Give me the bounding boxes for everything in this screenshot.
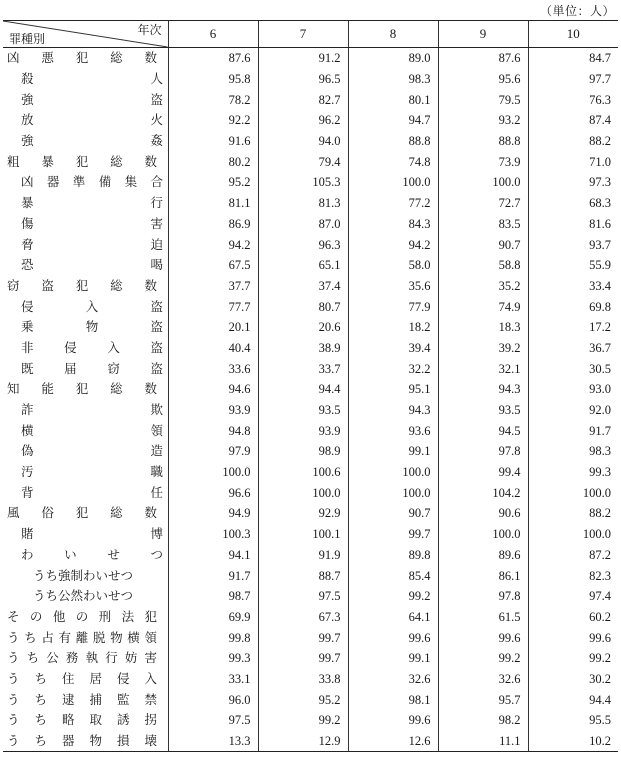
value-cell: 82.3 <box>528 565 618 586</box>
value-cell: 98.1 <box>348 689 438 710</box>
value-cell: 99.2 <box>258 710 348 731</box>
value-cell: 60.2 <box>528 607 618 628</box>
table-row <box>3 172 618 193</box>
value-cell: 89.6 <box>438 545 528 566</box>
value-cell: 35.6 <box>348 276 438 297</box>
value-cell: 88.2 <box>528 503 618 524</box>
value-cell: 18.2 <box>348 317 438 338</box>
value-cell: 100.0 <box>438 524 528 545</box>
value-cell: 97.5 <box>258 586 348 607</box>
value-cell: 11.1 <box>438 731 528 752</box>
value-cell: 76.3 <box>528 89 618 110</box>
value-cell: 69.9 <box>168 607 258 628</box>
row-category-cell <box>3 503 168 524</box>
table-row <box>3 276 618 297</box>
value-cell: 99.3 <box>168 648 258 669</box>
value-cell: 78.2 <box>168 89 258 110</box>
value-cell: 96.0 <box>168 689 258 710</box>
row-category-cell <box>3 69 168 90</box>
value-cell: 97.7 <box>528 69 618 90</box>
value-cell: 100.0 <box>528 524 618 545</box>
value-cell: 87.2 <box>528 545 618 566</box>
value-cell: 61.5 <box>438 607 528 628</box>
value-cell: 91.7 <box>528 420 618 441</box>
table-row <box>3 731 618 752</box>
value-cell: 91.9 <box>258 545 348 566</box>
value-cell: 94.5 <box>438 420 528 441</box>
row-category-cell <box>3 358 168 379</box>
row-category-cell <box>3 296 168 317</box>
value-cell: 81.3 <box>258 193 348 214</box>
value-cell: 99.2 <box>528 648 618 669</box>
row-category-cell <box>3 482 168 503</box>
row-category-label: 侵入盗 <box>21 298 163 314</box>
value-cell: 105.3 <box>258 172 348 193</box>
value-cell: 88.2 <box>528 131 618 152</box>
value-cell: 99.3 <box>528 462 618 483</box>
value-cell: 88.7 <box>258 565 348 586</box>
row-category-label: 詐欺 <box>21 402 163 418</box>
value-cell: 13.3 <box>168 731 258 752</box>
table-row <box>3 689 618 710</box>
value-cell: 99.7 <box>258 627 348 648</box>
value-cell: 38.9 <box>258 338 348 359</box>
year-header: 7 <box>258 21 348 48</box>
table-row <box>3 234 618 255</box>
row-category-cell <box>3 172 168 193</box>
value-cell: 93.9 <box>168 400 258 421</box>
value-cell: 93.5 <box>438 400 528 421</box>
value-cell: 100.0 <box>258 482 348 503</box>
table-row <box>3 545 618 566</box>
value-cell: 89.8 <box>348 545 438 566</box>
value-cell: 95.8 <box>168 69 258 90</box>
value-cell: 92.2 <box>168 110 258 131</box>
value-cell: 93.0 <box>528 379 618 400</box>
value-cell: 67.5 <box>168 255 258 276</box>
row-category-label: 非侵入盗 <box>21 339 163 355</box>
value-cell: 80.7 <box>258 296 348 317</box>
value-cell: 86.9 <box>168 214 258 235</box>
value-cell: 30.5 <box>528 358 618 379</box>
value-cell: 100.0 <box>438 172 528 193</box>
value-cell: 99.6 <box>348 627 438 648</box>
row-category-label: 窃盗犯総数 <box>7 277 157 293</box>
row-category-label: 汚職 <box>21 464 163 480</box>
value-cell: 10.2 <box>528 731 618 752</box>
value-cell: 100.1 <box>258 524 348 545</box>
value-cell: 32.1 <box>438 358 528 379</box>
value-cell: 96.5 <box>258 69 348 90</box>
row-category-label: 凶器準備集合 <box>21 174 163 190</box>
value-cell: 65.1 <box>258 255 348 276</box>
value-cell: 94.8 <box>168 420 258 441</box>
value-cell: 94.0 <box>258 131 348 152</box>
row-category-label: その他の刑法犯 <box>7 608 157 624</box>
column-axis-label: 年次 <box>137 23 162 37</box>
value-cell: 98.3 <box>348 69 438 90</box>
value-cell: 95.1 <box>348 379 438 400</box>
value-cell: 67.3 <box>258 607 348 628</box>
value-cell: 36.7 <box>528 338 618 359</box>
value-cell: 95.7 <box>438 689 528 710</box>
value-cell: 81.1 <box>168 193 258 214</box>
row-category-cell <box>3 710 168 731</box>
value-cell: 74.9 <box>438 296 528 317</box>
table-row <box>3 710 618 731</box>
value-cell: 97.8 <box>438 586 528 607</box>
value-cell: 93.5 <box>258 400 348 421</box>
value-cell: 72.7 <box>438 193 528 214</box>
value-cell: 100.0 <box>168 462 258 483</box>
row-category-cell <box>3 669 168 690</box>
row-category-cell <box>3 255 168 276</box>
table-row <box>3 648 618 669</box>
value-cell: 98.3 <box>528 441 618 462</box>
value-cell: 88.8 <box>348 131 438 152</box>
year-header: 8 <box>348 21 438 48</box>
value-cell: 40.4 <box>168 338 258 359</box>
table-row <box>3 48 618 69</box>
value-cell: 100.3 <box>168 524 258 545</box>
value-cell: 90.6 <box>438 503 528 524</box>
value-cell: 98.7 <box>168 586 258 607</box>
value-cell: 37.7 <box>168 276 258 297</box>
table-row <box>3 317 618 338</box>
value-cell: 87.4 <box>528 110 618 131</box>
row-category-label: 殺人 <box>21 71 163 87</box>
value-cell: 90.7 <box>348 503 438 524</box>
row-category-cell <box>3 462 168 483</box>
value-cell: 81.6 <box>528 214 618 235</box>
row-category-label: 脅迫 <box>21 236 163 252</box>
crime-statistics-table <box>3 20 618 752</box>
table-row <box>3 358 618 379</box>
value-cell: 12.9 <box>258 731 348 752</box>
table-row <box>3 420 618 441</box>
value-cell: 94.3 <box>438 379 528 400</box>
row-category-cell <box>3 607 168 628</box>
value-cell: 99.6 <box>528 627 618 648</box>
value-cell: 64.1 <box>348 607 438 628</box>
table-row <box>3 379 618 400</box>
value-cell: 100.0 <box>528 482 618 503</box>
value-cell: 55.9 <box>528 255 618 276</box>
value-cell: 96.6 <box>168 482 258 503</box>
value-cell: 99.7 <box>348 524 438 545</box>
value-cell: 87.0 <box>258 214 348 235</box>
row-category-cell <box>3 131 168 152</box>
table-row <box>3 462 618 483</box>
value-cell: 97.9 <box>168 441 258 462</box>
value-cell: 80.2 <box>168 151 258 172</box>
row-category-cell <box>3 627 168 648</box>
value-cell: 92.0 <box>528 400 618 421</box>
table-row <box>3 669 618 690</box>
row-category-cell <box>3 276 168 297</box>
row-category-cell <box>3 193 168 214</box>
table-row <box>3 296 618 317</box>
value-cell: 94.4 <box>528 689 618 710</box>
table-row <box>3 110 618 131</box>
value-cell: 91.6 <box>168 131 258 152</box>
row-category-cell <box>3 441 168 462</box>
table-row <box>3 151 618 172</box>
diagonal-header-cell <box>3 21 168 48</box>
value-cell: 33.7 <box>258 358 348 379</box>
table-row <box>3 565 618 586</box>
value-cell: 97.4 <box>528 586 618 607</box>
row-category-label: 強盗 <box>21 91 163 107</box>
row-category-cell <box>3 234 168 255</box>
value-cell: 87.6 <box>168 48 258 69</box>
table-row <box>3 627 618 648</box>
table-row <box>3 255 618 276</box>
row-category-label: うち公務執行妨害 <box>7 650 157 666</box>
value-cell: 93.9 <box>258 420 348 441</box>
row-category-cell <box>3 89 168 110</box>
value-cell: 95.2 <box>168 172 258 193</box>
value-cell: 74.8 <box>348 151 438 172</box>
value-cell: 100.6 <box>258 462 348 483</box>
value-cell: 32.6 <box>348 669 438 690</box>
value-cell: 87.6 <box>438 48 528 69</box>
row-category-cell <box>3 317 168 338</box>
value-cell: 39.2 <box>438 338 528 359</box>
value-cell: 99.7 <box>258 648 348 669</box>
value-cell: 12.6 <box>348 731 438 752</box>
value-cell: 79.5 <box>438 89 528 110</box>
value-cell: 33.1 <box>168 669 258 690</box>
row-category-cell <box>3 338 168 359</box>
value-cell: 86.1 <box>438 565 528 586</box>
value-cell: 94.2 <box>348 234 438 255</box>
value-cell: 73.9 <box>438 151 528 172</box>
value-cell: 20.1 <box>168 317 258 338</box>
row-category-label: 偽造 <box>21 443 163 459</box>
value-cell: 99.6 <box>438 627 528 648</box>
table-row <box>3 503 618 524</box>
row-category-label: うち住居侵入 <box>7 670 157 686</box>
value-cell: 68.3 <box>528 193 618 214</box>
table-row <box>3 586 618 607</box>
value-cell: 33.8 <box>258 669 348 690</box>
row-category-cell <box>3 214 168 235</box>
year-header: 6 <box>168 21 258 48</box>
value-cell: 91.7 <box>168 565 258 586</box>
table-row <box>3 441 618 462</box>
value-cell: 90.7 <box>438 234 528 255</box>
row-category-label: 暴行 <box>21 195 163 211</box>
value-cell: 99.8 <box>168 627 258 648</box>
row-category-label: 既届窃盗 <box>21 360 163 376</box>
row-category-cell <box>3 400 168 421</box>
row-category-label: 風俗犯総数 <box>7 505 157 521</box>
value-cell: 94.1 <box>168 545 258 566</box>
value-cell: 77.2 <box>348 193 438 214</box>
row-category-cell <box>3 731 168 752</box>
table-row <box>3 193 618 214</box>
row-category-cell <box>3 565 168 586</box>
year-header: 10 <box>528 21 618 48</box>
value-cell: 30.2 <box>528 669 618 690</box>
row-category-label: わいせつ <box>21 546 163 562</box>
value-cell: 84.7 <box>528 48 618 69</box>
value-cell: 95.2 <box>258 689 348 710</box>
value-cell: 69.8 <box>528 296 618 317</box>
value-cell: 89.0 <box>348 48 438 69</box>
row-category-label: うち略取誘拐 <box>7 712 157 728</box>
value-cell: 94.2 <box>168 234 258 255</box>
value-cell: 35.2 <box>438 276 528 297</box>
value-cell: 88.8 <box>438 131 528 152</box>
table-body <box>3 48 618 752</box>
value-cell: 99.1 <box>348 648 438 669</box>
value-cell: 99.6 <box>348 710 438 731</box>
table-row <box>3 482 618 503</box>
row-category-label: 背任 <box>21 484 163 500</box>
table-row <box>3 131 618 152</box>
value-cell: 99.2 <box>348 586 438 607</box>
row-category-label: うち逮捕監禁 <box>7 691 157 707</box>
value-cell: 33.4 <box>528 276 618 297</box>
value-cell: 58.0 <box>348 255 438 276</box>
value-cell: 97.3 <box>528 172 618 193</box>
row-category-label: 知能犯総数 <box>7 381 157 397</box>
value-cell: 94.4 <box>258 379 348 400</box>
value-cell: 18.3 <box>438 317 528 338</box>
row-category-label: うち器物損壊 <box>7 733 157 749</box>
value-cell: 32.2 <box>348 358 438 379</box>
value-cell: 95.5 <box>528 710 618 731</box>
value-cell: 17.2 <box>528 317 618 338</box>
value-cell: 97.5 <box>168 710 258 731</box>
value-cell: 83.5 <box>438 214 528 235</box>
value-cell: 94.3 <box>348 400 438 421</box>
value-cell: 32.6 <box>438 669 528 690</box>
value-cell: 100.0 <box>348 462 438 483</box>
row-axis-label: 罪種別 <box>9 32 46 46</box>
value-cell: 104.2 <box>438 482 528 503</box>
row-category-cell <box>3 586 168 607</box>
value-cell: 77.9 <box>348 296 438 317</box>
value-cell: 39.4 <box>348 338 438 359</box>
row-category-label: うち公然わいせつ <box>33 588 134 604</box>
value-cell: 100.0 <box>348 172 438 193</box>
value-cell: 99.1 <box>348 441 438 462</box>
value-cell: 98.9 <box>258 441 348 462</box>
row-category-label: 放火 <box>21 112 163 128</box>
value-cell: 99.4 <box>438 462 528 483</box>
value-cell: 94.7 <box>348 110 438 131</box>
row-category-label: うち占有離脱物横領 <box>7 629 157 645</box>
row-category-label: 恐喝 <box>21 257 163 273</box>
value-cell: 20.6 <box>258 317 348 338</box>
value-cell: 58.8 <box>438 255 528 276</box>
value-cell: 91.2 <box>258 48 348 69</box>
value-cell: 100.0 <box>348 482 438 503</box>
value-cell: 96.2 <box>258 110 348 131</box>
table-row <box>3 607 618 628</box>
value-cell: 80.1 <box>348 89 438 110</box>
row-category-label: 横領 <box>21 422 163 438</box>
value-cell: 99.2 <box>438 648 528 669</box>
value-cell: 97.8 <box>438 441 528 462</box>
row-category-label: 強姦 <box>21 133 163 149</box>
value-cell: 93.6 <box>348 420 438 441</box>
row-category-cell <box>3 524 168 545</box>
value-cell: 92.9 <box>258 503 348 524</box>
value-cell: 84.3 <box>348 214 438 235</box>
header-row <box>3 21 618 48</box>
value-cell: 95.6 <box>438 69 528 90</box>
table-row <box>3 89 618 110</box>
row-category-cell <box>3 689 168 710</box>
row-category-cell <box>3 420 168 441</box>
row-category-label: うち強制わいせつ <box>33 567 134 583</box>
value-cell: 77.7 <box>168 296 258 317</box>
row-category-cell <box>3 48 168 69</box>
row-category-label: 凶悪犯総数 <box>7 50 157 66</box>
row-category-cell <box>3 110 168 131</box>
table-row <box>3 338 618 359</box>
row-category-cell <box>3 151 168 172</box>
row-category-cell <box>3 648 168 669</box>
table-row <box>3 400 618 421</box>
value-cell: 96.3 <box>258 234 348 255</box>
value-cell: 33.6 <box>168 358 258 379</box>
year-header: 9 <box>438 21 528 48</box>
value-cell: 98.2 <box>438 710 528 731</box>
value-cell: 93.2 <box>438 110 528 131</box>
unit-note: （単位：人） <box>539 4 615 18</box>
value-cell: 85.4 <box>348 565 438 586</box>
table-row <box>3 69 618 90</box>
row-category-label: 粗暴犯総数 <box>7 153 157 169</box>
value-cell: 37.4 <box>258 276 348 297</box>
row-category-cell <box>3 545 168 566</box>
value-cell: 82.7 <box>258 89 348 110</box>
row-category-label: 傷害 <box>21 215 163 231</box>
value-cell: 71.0 <box>528 151 618 172</box>
row-category-cell <box>3 379 168 400</box>
table-row <box>3 214 618 235</box>
row-category-label: 乗物盗 <box>21 319 163 335</box>
value-cell: 94.9 <box>168 503 258 524</box>
row-category-label: 賭博 <box>21 526 163 542</box>
value-cell: 79.4 <box>258 151 348 172</box>
table-row <box>3 524 618 545</box>
value-cell: 93.7 <box>528 234 618 255</box>
value-cell: 94.6 <box>168 379 258 400</box>
